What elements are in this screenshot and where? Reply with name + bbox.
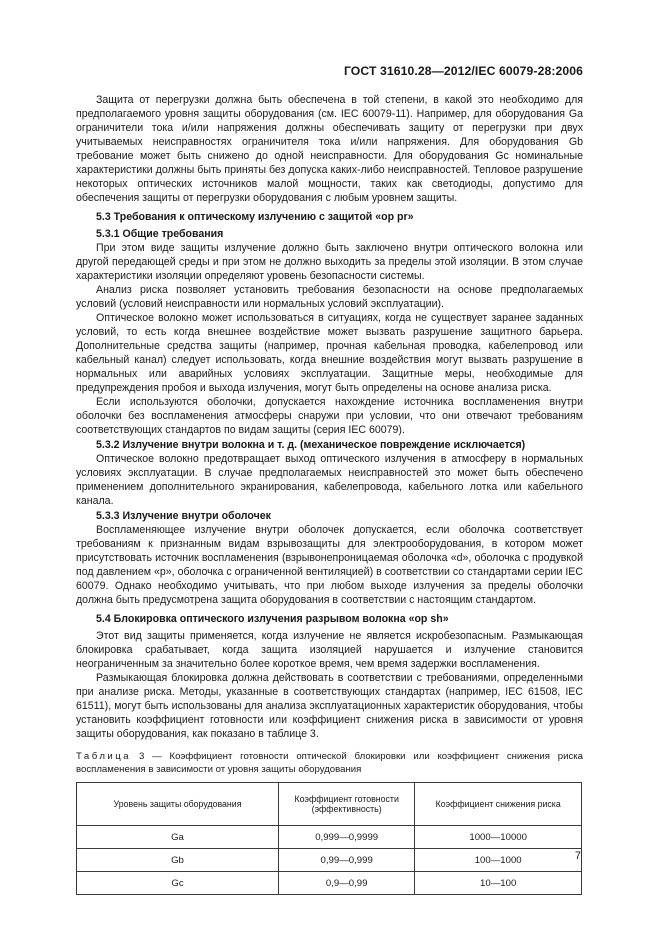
header-availability-factor: Коэффициент готовности (эффективность)	[279, 783, 415, 826]
table-row	[77, 826, 582, 849]
paragraph-5-3-1-d: Если используются оболочки, допускается нахождение источника воспламенения внутри оболочки без воспламенения атмосферы снаружи при условии, что они отвечают требованиям соответствующих стандартов по видам защиты (серия IEC 60079).	[76, 396, 583, 436]
section-5-4-title: 5.4 Блокировка оптического излучения разрывом волокна «op sh»	[96, 613, 449, 625]
paragraph-5-3-1-b: Анализ риска позволяет установить требования безопасности на основе предполагаемых условий (условий неисправности или нормальных условий эксплуатации).	[76, 284, 583, 310]
section-5-3-title: 5.3 Требования к оптическому излучению с защитой «op pr»	[96, 211, 414, 223]
paragraph-5-4-b: Размыкающая блокировка должна действовать в соответствии с требованиями, определенными при анализе риска. Методы, указанные в соответствующих стандартах (например, IEC 61508, IEC 61511), могут быть использованы для анализа эксплуатационных характеристик оборудования, чтобы установить коэффициент готовности или коэффициент снижения риска в зависимости от уровня защиты оборудования, как показано в таблице 3.	[76, 672, 583, 740]
table-row	[77, 849, 582, 872]
table-cell: 100—1000	[415, 849, 582, 872]
header-risk-reduction-factor: Коэффициент снижения риска	[415, 783, 582, 826]
table-cell: 10—100	[415, 872, 582, 895]
paragraph-5-3-3: Воспламеняющее излучение внутри оболочек допускается, если оболочка соответствует требованиям к признанным видам взрывозащиты для электрооборудования, в котором может присутствовать источник воспламенения (взрывонепроницаемая оболочка «d», оболочка с продувкой под давлением «p», оболочка с ограниченной вентиляцией) в соответствии со стандартами серии IEC 60079. Однако необходимо учитывать, что при любом выходе излучения за пределы оболочки должна быть предусмотрена защита оборудования в соответствии с настоящим стандартом.	[76, 524, 583, 606]
table-caption-label: Таблица	[76, 751, 132, 762]
page-number: 7	[574, 850, 581, 862]
table-row	[77, 872, 582, 895]
table-cell: 0,9—0,99	[279, 872, 415, 895]
section-5-3-3-title: 5.3.3 Излучение внутри оболочек	[96, 510, 271, 522]
paragraph-5-3-1-c: Оптическое волокно может использоваться в ситуациях, когда не существует заранее заданных условий, то есть когда внешнее воздействие может вызвать разрушение защитного барьера. Дополнительные средства защиты (например, прочная кабельная проводка, кабелепровод или кабельный канал) следует использовать, когда внешние воздействия могут вызвать разрушение в нормальных или аварийных условиях эксплуатации. Защитные меры, необходимые для предупреждения пробоя и выхода излучения, могут быть определены на основе анализа риска.	[76, 312, 583, 394]
table-cell: 1000—10000	[415, 826, 582, 849]
paragraph-5-3-2: Оптическое волокно предотвращает выход оптического излучения в атмосферу в нормальных условиях эксплуатации. В случае предполагаемых неисправностей это может быть обеспечено применением дополнительного экранирования, кабелепровода, кабельного лотка или кабельного канала.	[76, 453, 583, 507]
document-body	[76, 93, 583, 895]
table-caption	[76, 751, 583, 776]
page-header: ГОСТ 31610.28—2012/IEC 60079-28:2006	[343, 64, 583, 78]
table-cell: 0,999—0,9999	[279, 826, 415, 849]
table-cell: Ga	[77, 826, 279, 849]
table-cell: Gb	[77, 849, 279, 872]
paragraph-5-4-a: Этот вид защиты применяется, когда излучение не является искробезопасным. Размыкающая блокировка срабатывает, когда защита изоляцией нарушается и излучение становится неограниченным за значительно более короткое время, чем время задержки воспламенения.	[76, 630, 583, 670]
paragraph-overload: Защита от перегрузки должна быть обеспечена в той степени, в какой это необходимо для предполагаемого уровня защиты оборудования (см. IEC 60079-11). Например, для оборудования Ga ограничители тока и/или напряжения должны обеспечивать защиту от перегрузки при двух учитываемых неисправностях ограничителя тока и/или напряжения. Для оборудования Gb требование может быть снижено до одной неисправности. Для оборудования Gc номинальные характеристики должны быть приняты без допуска каких-либо неисправностей. Тепловое разрушение некоторых оптических источников малой мощности, таких как светодиоды, допустимо для обеспечения защиты от перегрузки оборудования с любым уровнем защиты.	[76, 94, 583, 204]
paragraph-5-3-1-a: При этом виде защиты излучение должно быть заключено внутри оптического волокна или другой передающей среды и при этом не должно выходить за пределы этой изоляции. В этом случае характеристики изоляции определяют уровень безопасности системы.	[76, 242, 583, 282]
table-header-row	[77, 783, 582, 826]
protection-level-table	[76, 782, 582, 895]
header-protection-level: Уровень защиты оборудования	[77, 783, 279, 826]
table-caption-text: 3 — Коэффициент готовности оптической блокировки или коэффициент снижения риска воспламенения в зависимости от уровня защиты оборудования	[76, 751, 583, 775]
table-cell: 0,99—0,999	[279, 849, 415, 872]
table-cell: Gc	[77, 872, 279, 895]
section-5-3-1-title: 5.3.1 Общие требования	[96, 228, 224, 240]
section-5-3-2-title: 5.3.2 Излучение внутри волокна и т. д. (механическое повреждение исключается)	[96, 439, 526, 451]
